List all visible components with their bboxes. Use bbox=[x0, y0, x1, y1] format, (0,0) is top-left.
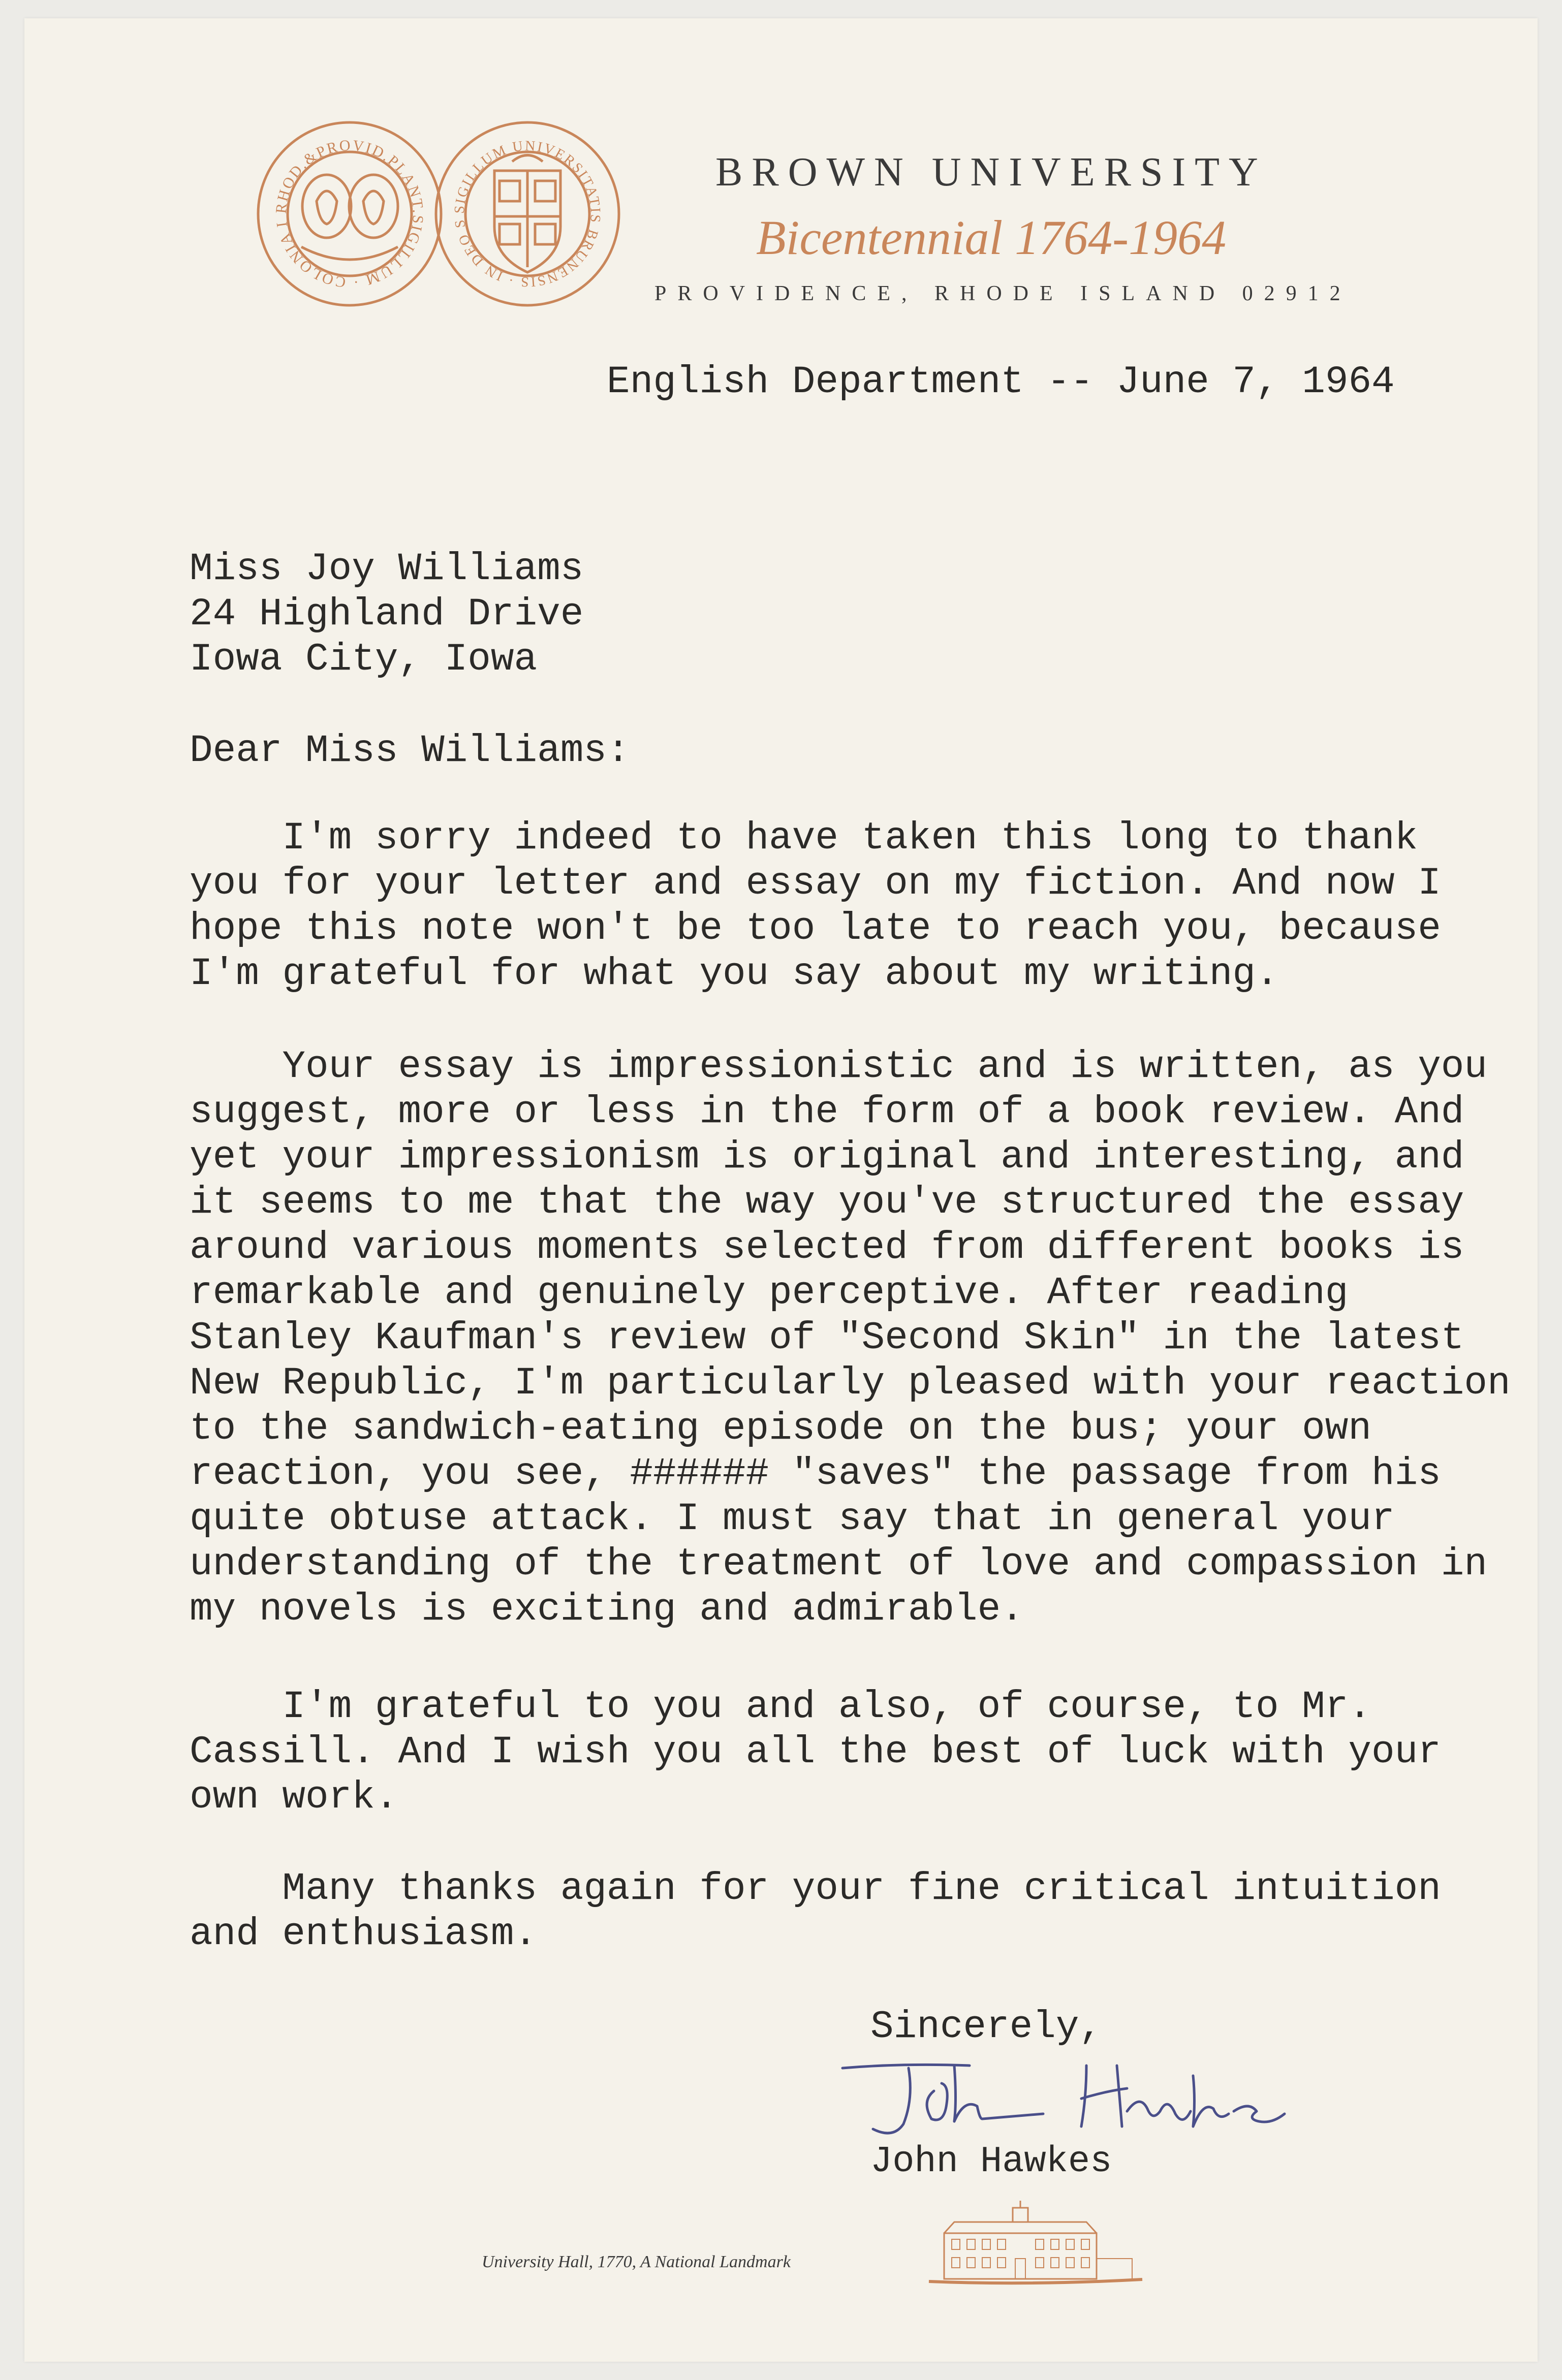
body-line: New Republic, I'm particularly pleased with your reaction bbox=[190, 1361, 1511, 1405]
footer-caption: University Hall, 1770, A National Landmark bbox=[482, 2252, 791, 2271]
university-seal-icon bbox=[256, 115, 621, 313]
body-line: Cassill. And I wish you all the best of luck with your bbox=[190, 1730, 1441, 1774]
body-line: my novels is exciting and admirable. bbox=[190, 1588, 1024, 1631]
dateline: English Department -- June 7, 1964 bbox=[607, 360, 1395, 404]
handwritten-signature bbox=[832, 2045, 1320, 2147]
closing: Sincerely, bbox=[870, 2005, 1103, 2049]
body-line: to the sandwich-eating episode on the bus; your own bbox=[190, 1407, 1371, 1450]
body-paragraph bbox=[190, 1044, 1511, 1632]
body-line: hope this note won't be too late to reach you, because bbox=[190, 907, 1441, 950]
body-line: Your essay is impressionistic and is written, as you bbox=[190, 1045, 1488, 1089]
body-paragraph bbox=[190, 816, 1441, 997]
body-line: own work. bbox=[190, 1775, 398, 1819]
svg-text:SIGILLUM UNIVERSITATIS BRUNENS: SIGILLUM UNIVERSITATIS BRUNENSIS · IN DEO S bbox=[451, 138, 604, 290]
svg-text:RHOD.&PROVID.PLANT.SIGILLUM ·: RHOD.&PROVID.PLANT.SIGILLUM · COLONIA I bbox=[272, 137, 427, 291]
body-line: it seems to me that the way you've structured the essay bbox=[190, 1181, 1464, 1224]
body-line: Many thanks again for your fine critical intuition bbox=[190, 1867, 1441, 1911]
body-line: quite obtuse attack. I must say that in general your bbox=[190, 1497, 1395, 1541]
letterhead-university-name: BROWN UNIVERSITY bbox=[715, 150, 1267, 195]
body-line: suggest, more or less in the form of a book review. And bbox=[190, 1090, 1464, 1134]
body-line: I'm grateful to you and also, of course, to Mr. bbox=[190, 1685, 1371, 1729]
body-line: yet your impressionism is original and interesting, and bbox=[190, 1135, 1464, 1179]
letterhead-address: PROVIDENCE, RHODE ISLAND 02912 bbox=[654, 282, 1352, 305]
letterhead-bicentennial: Bicentennial 1764-1964 bbox=[756, 210, 1227, 265]
body-line: you for your letter and essay on my fiction. And now I bbox=[190, 862, 1441, 905]
university-hall-icon bbox=[924, 2198, 1147, 2289]
body-paragraph bbox=[190, 1685, 1441, 1820]
recipient-line: Iowa City, Iowa bbox=[190, 638, 538, 681]
letter-page bbox=[24, 18, 1538, 2362]
body-line: I'm grateful for what you say about my writing. bbox=[190, 952, 1279, 996]
body-line: remarkable and genuinely perceptive. After reading bbox=[190, 1271, 1349, 1315]
recipient-line: Miss Joy Williams bbox=[190, 547, 584, 591]
body-line: Stanley Kaufman's review of "Second Skin" in the latest bbox=[190, 1316, 1464, 1360]
body-line: and enthusiasm. bbox=[190, 1912, 538, 1956]
recipient-line: 24 Highland Drive bbox=[190, 592, 584, 636]
signer-name: John Hawkes bbox=[870, 2141, 1112, 2182]
body-line: I'm sorry indeed to have taken this long to thank bbox=[190, 816, 1418, 860]
salutation: Dear Miss Williams: bbox=[190, 729, 630, 773]
body-line: understanding of the treatment of love and compassion in bbox=[190, 1542, 1488, 1586]
body-paragraph bbox=[190, 1866, 1441, 1957]
body-line: reaction, you see, ###### "saves" the passage from his bbox=[190, 1452, 1441, 1496]
recipient-address bbox=[190, 547, 583, 682]
body-line: around various moments selected from different books is bbox=[190, 1226, 1464, 1270]
